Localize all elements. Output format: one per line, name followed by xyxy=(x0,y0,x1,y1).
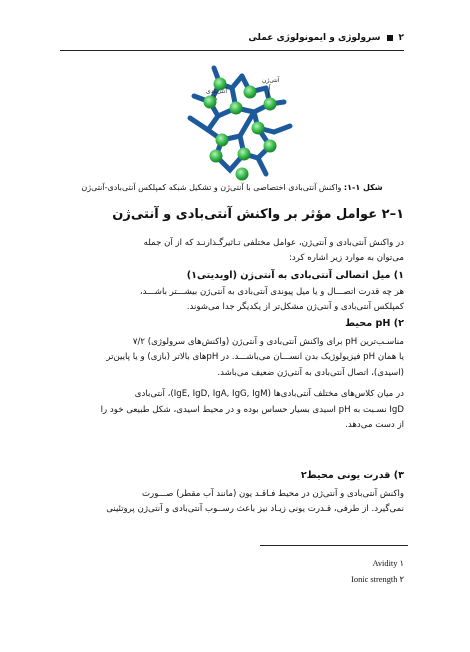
footnote-mark: ۱ xyxy=(399,559,404,568)
text-line: مناسـب‌ترین pH برای واکنش آنتی‌بادی و آنتی‌ژن (واکنش‌های سرولوژی) ۷/۲ xyxy=(132,337,404,347)
antibody-label: آنتی‌بادی xyxy=(206,88,228,95)
antigen-sphere xyxy=(216,134,229,147)
text-line: از دست می‌دهد. xyxy=(345,420,404,431)
antigen-sphere xyxy=(264,98,277,111)
ph-paragraph xyxy=(60,335,404,433)
antigen-sphere xyxy=(230,102,243,115)
antigen-sphere xyxy=(252,122,265,135)
antigen-sphere xyxy=(236,168,249,181)
subsection-title-ionic: ۳) قدرت یونی محیط۲ xyxy=(300,470,404,481)
text-line: کمپلکس آنتی‌بادی و آنتی‌ژن مشکل‌تر از یکدیگر جدا می‌شوند. xyxy=(186,302,404,313)
text-line: یا همان pH فیزیولوژیک بدن انســـان می‌باشـــد. در pHهای بالاتر (بازی) و یا پایین‌تر xyxy=(106,352,404,363)
text-line: نمی‌گیرد. از طرفی، قـدرت یونی زیـاد نیز باعث رســوب آنتی‌بادی و آنتی‌ژن پروتئینی xyxy=(106,504,404,515)
text-line: (اسیدی)، اتصال آنتی‌بادی به آنتی‌ژن ضعیف می‌باشد. xyxy=(217,367,404,378)
subsection-title-ph: ۲) pH محیط xyxy=(345,318,404,329)
ionic-paragraph xyxy=(60,487,404,518)
running-header xyxy=(60,30,404,46)
running-title: سرولوژی و ایمونولوژی عملی xyxy=(248,33,381,43)
subsection-title-avidity: ۱) میل اتصالی آنتی‌بادی به آنتی‌ژن (اویدیتی۱) xyxy=(186,270,404,281)
text-line: واکنش آنتی‌بادی و آنتی‌ژن در محیط فـاقـد یون (مانند آب مقطر) صـــورت xyxy=(141,489,404,499)
text-line: IgD نسـبت به pH اسیدی بسیار حساس بوده و در محیط اسیدی، شکل طبیعی خود را xyxy=(100,404,404,415)
footnote xyxy=(60,558,404,568)
footnote-text: Ionic strength xyxy=(351,575,398,584)
antigen-sphere xyxy=(238,148,251,161)
page-number: ۲ xyxy=(398,33,404,43)
text-line: می‌توان به موارد زیر اشاره کرد: xyxy=(288,253,404,264)
antigen-sphere xyxy=(210,150,223,163)
antigen-sphere xyxy=(264,140,277,153)
antigen-sphere xyxy=(244,86,257,99)
footnote xyxy=(60,574,404,584)
intro-paragraph xyxy=(60,236,404,267)
square-bullet-icon xyxy=(387,35,393,41)
antigen-label: آنتی‌ژن xyxy=(262,77,280,84)
avidity-paragraph xyxy=(60,285,404,316)
text-line: هر چه قدرت اتصـــال و یا میل پیوندی آنتی‌بادی به آنتی‌ژن بیشـــتر باشـــد، xyxy=(139,287,404,297)
footnote-rule xyxy=(260,545,408,546)
caption-label: شکل ۱-۱: xyxy=(343,183,383,192)
footnote-text: Avidity xyxy=(372,559,398,568)
footnote-mark: ۲ xyxy=(399,575,404,584)
header-rule xyxy=(60,50,404,51)
text-line: در واکنش آنتی‌بادی و آنتی‌ژن، عوامل مختلفی تـاثیر‌گـذارنـد که از آن جمله xyxy=(143,238,404,248)
figure-caption xyxy=(60,183,404,192)
antibody-antigen-lattice-figure xyxy=(170,62,302,186)
text-line: در میان کلاس‌های مختلف آنتی‌بادی‌ها (IgE, IgD, IgA, IgG, IgM)، آنتی‌بادی xyxy=(134,389,404,400)
section-title: ۱–۲ عوامل مؤثر بر واکنش آنتی‌بادی و آنتی‌ژن xyxy=(112,207,404,222)
caption-text: واکنش آنتی‌بادی اختصاصی با آنتی‌ژن و تشکیل شبکه کمپلکس آنتی‌بادی-آنتی‌ژن xyxy=(81,183,342,192)
antigen-sphere xyxy=(204,96,217,109)
